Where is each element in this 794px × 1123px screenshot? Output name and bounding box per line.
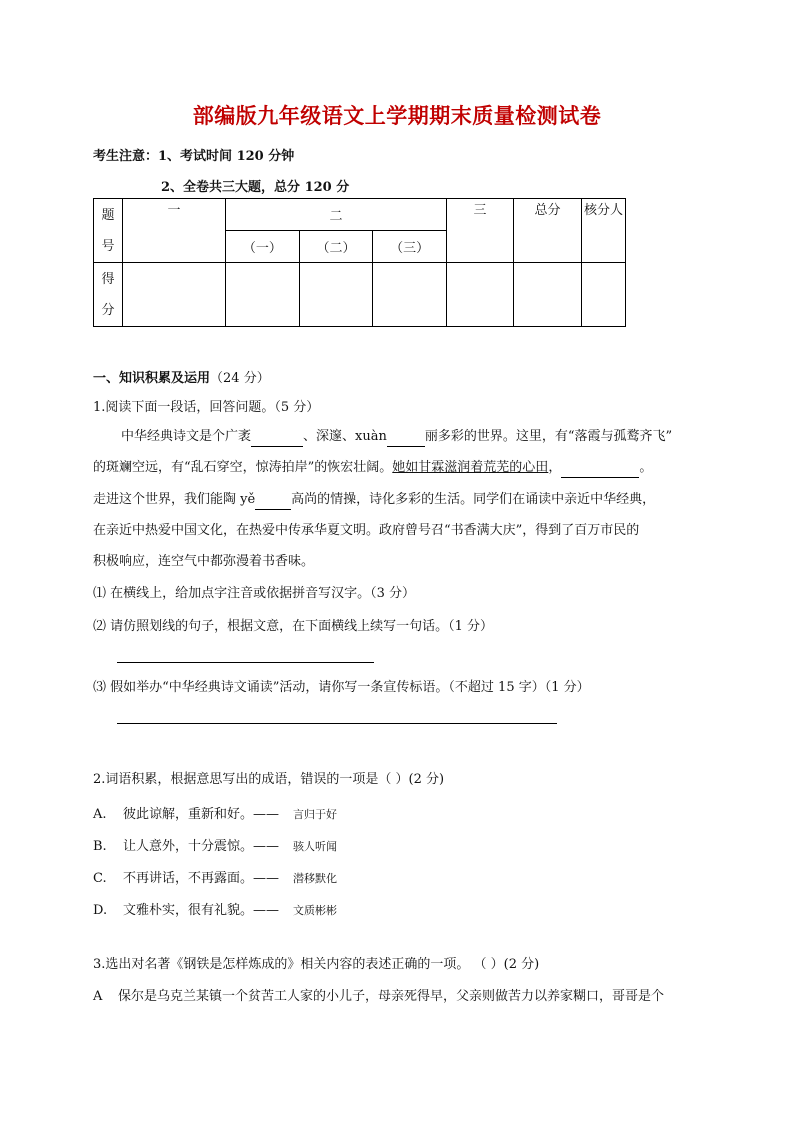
score-cell-total[interactable] [513, 263, 581, 327]
q2-option-d[interactable]: D. 文雅朴实，很有礼貌。—— 文质彬彬 [93, 903, 338, 918]
q1-stem: 1.阅读下面一段话，回答问题。（5 分） [93, 400, 320, 415]
q2-option-a[interactable]: A. 彼此谅解，重新和好。—— 言归于好 [93, 807, 338, 822]
col-total-header: 总分 [513, 199, 581, 263]
col-two-sub-2: （二） [299, 231, 373, 263]
notice-line-1: 考生注意：1、考试时间 120 分钟 [93, 149, 295, 164]
score-cell-three[interactable] [446, 263, 513, 327]
label-defen: 得 分 [94, 263, 123, 327]
score-cell-two-2[interactable] [299, 263, 373, 327]
col-two-header: 二 [226, 199, 447, 231]
blank-taoye[interactable] [255, 495, 291, 510]
q2-option-b[interactable]: B. 让人意外，十分震惊。—— 骇人听闻 [93, 839, 338, 854]
score-cell-one[interactable] [123, 263, 226, 327]
blank-continue-sentence[interactable] [561, 463, 639, 478]
q1-sub-3: ⑶ 假如举办“中华经典诗文诵读”活动，请你写一条宣传标语。（不超过 15 字）（1 分） [93, 680, 590, 695]
q1-sub-3-answer-line[interactable] [117, 723, 557, 724]
score-cell-checker[interactable] [581, 263, 625, 327]
q1-para-line-2: 的斑斓空远，有“乱石穿空，惊涛拍岸”的恢宏壮阔。她如甘霖滋润着荒芜的心田， 。 [93, 458, 652, 478]
q1-para-line-5: 积极响应，连空气中都弥漫着书香味。 [93, 554, 315, 569]
col-two-sub-3: （三） [373, 231, 447, 263]
col-three-header: 三 [446, 199, 513, 263]
score-cell-two-3[interactable] [373, 263, 447, 327]
col-one-header: 一 [123, 199, 226, 263]
notice-line-2: 2、全卷共三大题，总分 120 分 [161, 180, 350, 195]
section-1-heading: 一、知识积累及运用（24 分） [93, 371, 270, 386]
col-checker-header: 核分人 [581, 199, 625, 263]
q3-stem: 3.选出对名著《钢铁是怎样炼成的》相关内容的表述正确的一项。 （ ）(2 分) [93, 957, 540, 972]
label-tihao: 题 号 [94, 199, 123, 263]
page-title: 部编版九年级语文上学期期末质量检测试卷 [192, 103, 602, 128]
blank-guangmao[interactable] [251, 432, 303, 447]
q2-stem: 2.词语积累，根据意思写出的成语，错误的一项是（ ）(2 分) [93, 772, 445, 787]
score-cell-two-1[interactable] [226, 263, 300, 327]
q1-para-line-1: 中华经典诗文是个广袤 、深邃、xuàn 丽多彩的世界。这里，有“落霞与孤鹜齐飞” [121, 427, 672, 447]
col-two-sub-1: （一） [226, 231, 300, 263]
q2-option-c[interactable]: C. 不再讲话，不再露面。—— 潜移默化 [93, 871, 338, 886]
q1-sub-2-answer-line[interactable] [117, 662, 374, 663]
q1-para-line-3: 走进这个世界，我们能陶 yě 高尚的情操，诗化多彩的生活。同学们在诵读中亲近中华经典， [93, 490, 655, 510]
q3-option-a[interactable]: A 保尔是乌克兰某镇一个贫苦工人家的小儿子，母亲死得早，父亲则做苦力以养家糊口，哥哥是个 [93, 989, 665, 1004]
underlined-sentence: 她如甘霖滋润着荒芜的心田 [392, 460, 549, 475]
q1-sub-1: ⑴ 在横线上，给加点字注音或依据拼音写汉字。（3 分） [93, 586, 416, 601]
score-table [93, 198, 626, 327]
blank-xuan[interactable] [387, 432, 425, 447]
q1-sub-2: ⑵ 请仿照划线的句子，根据文意，在下面横线上续写一句话。（1 分） [93, 619, 494, 634]
q1-para-line-4: 在亲近中热爱中国文化，在热爱中传承华夏文明。政府曾号召“书香满大庆”，得到了百万市民的 [93, 523, 640, 538]
